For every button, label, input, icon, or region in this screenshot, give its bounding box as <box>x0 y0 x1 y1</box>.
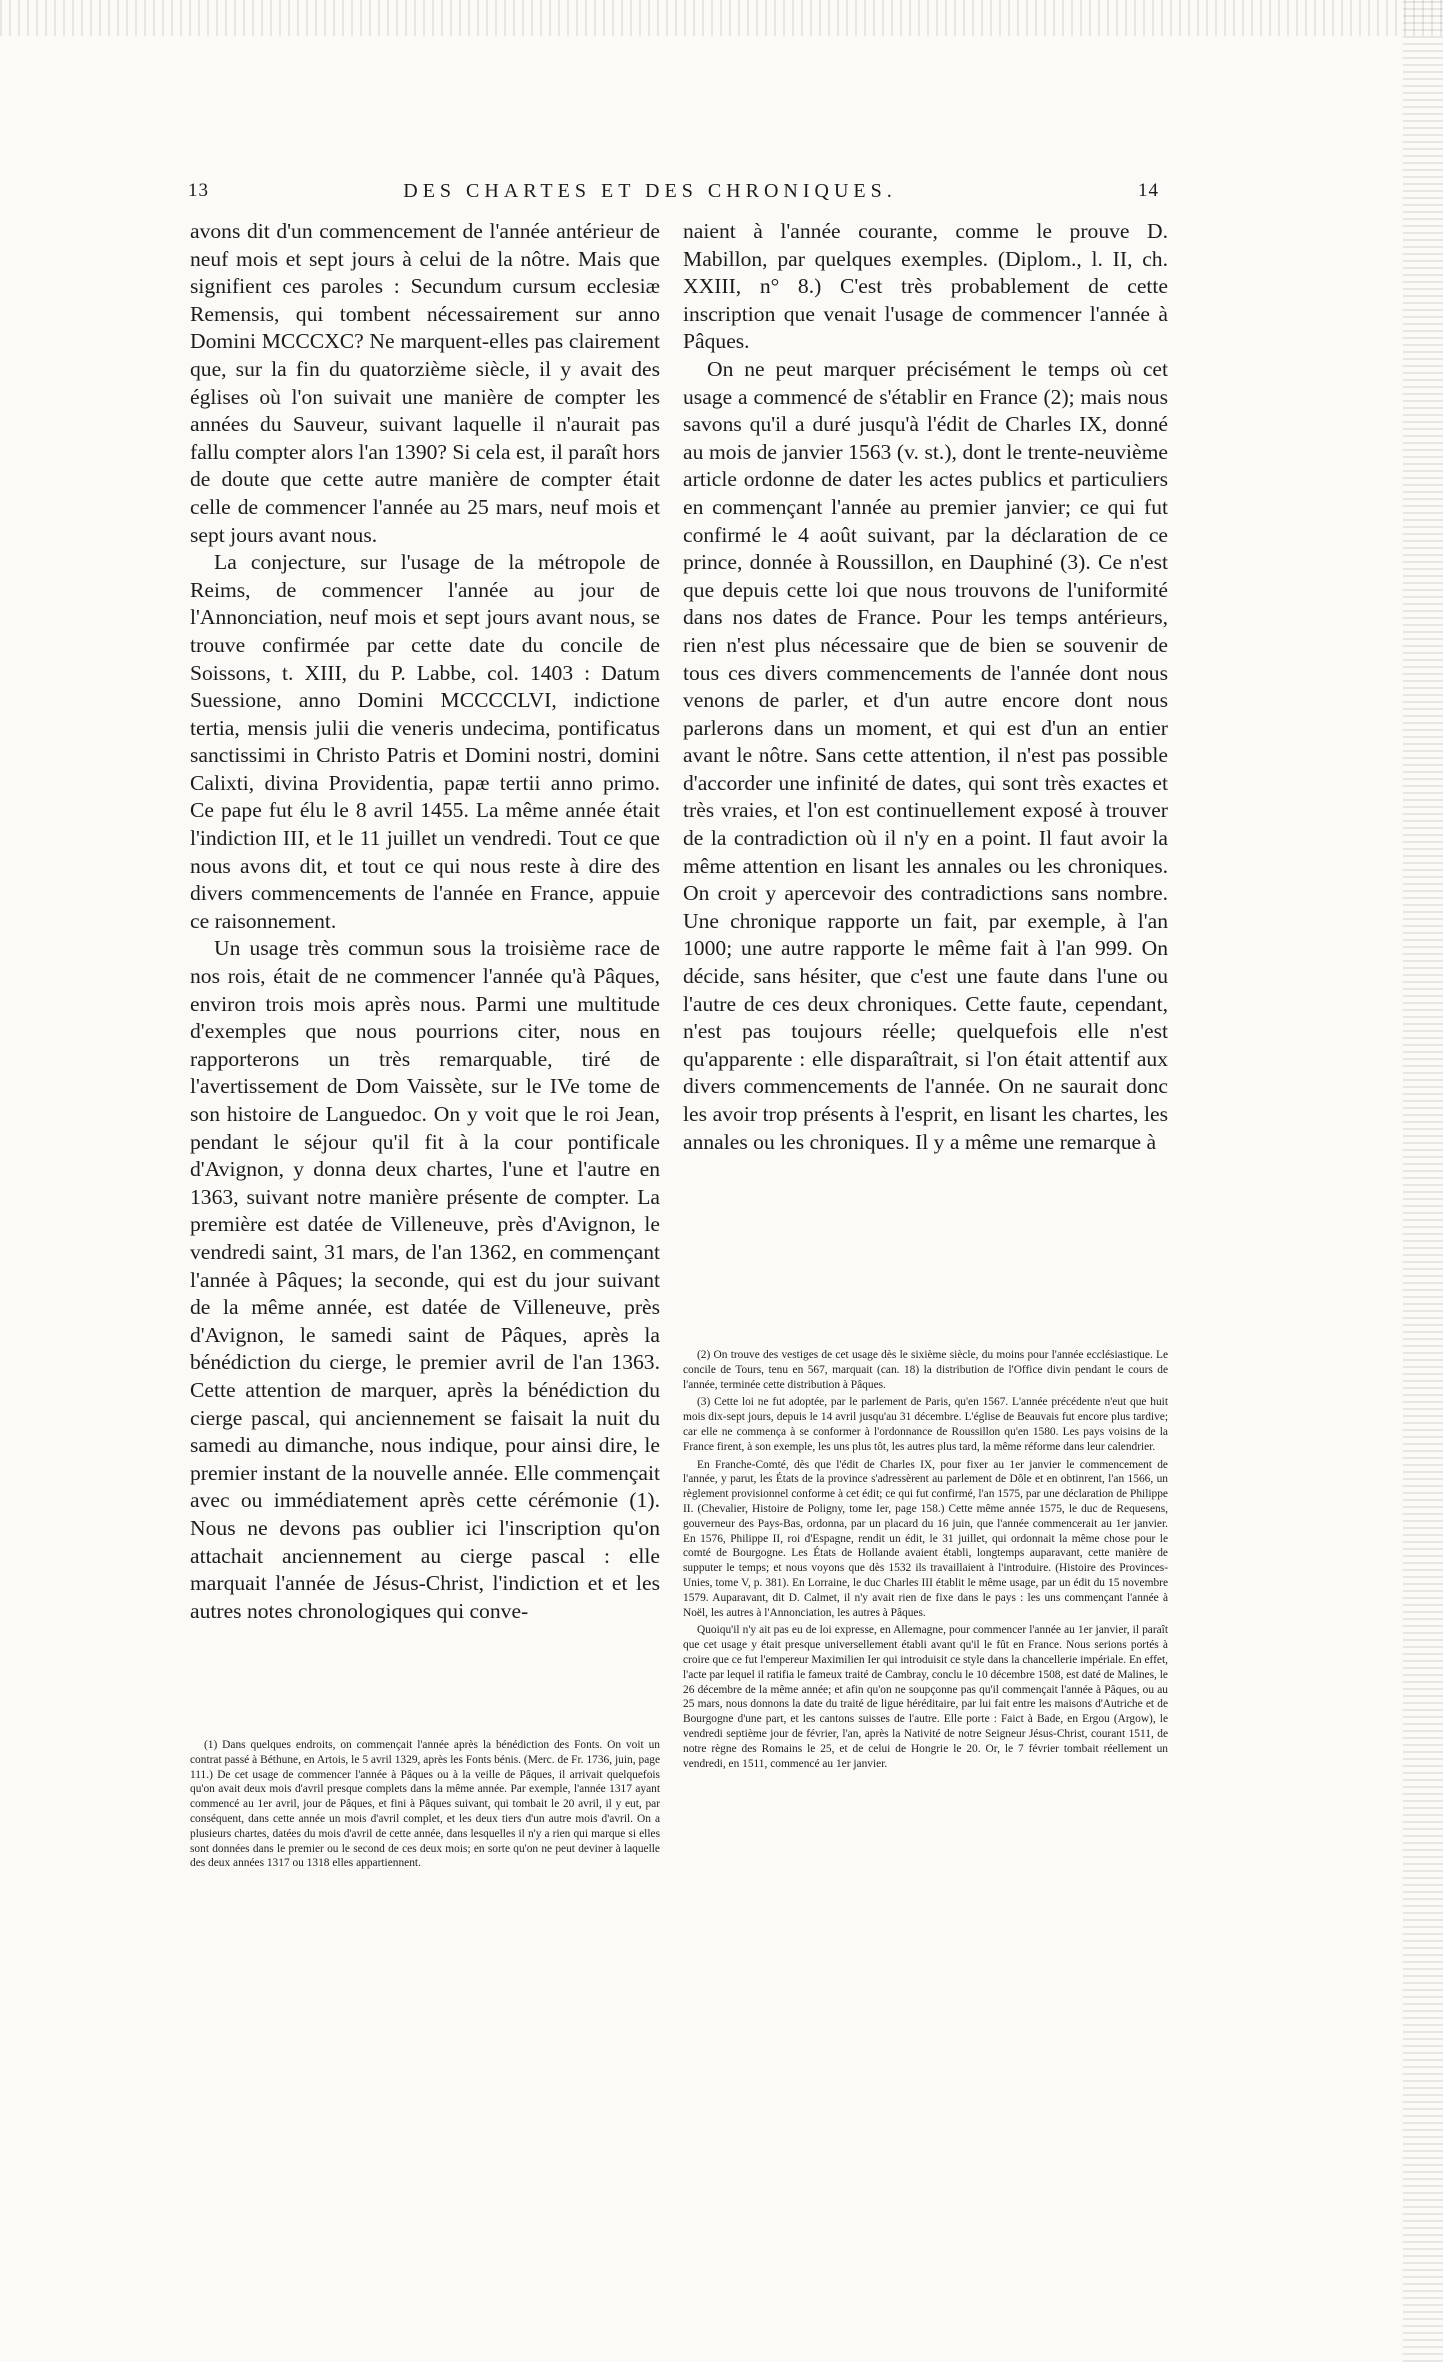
footnote: (2) On trouve des vestiges de cet usage dès le sixième siècle, du moins pour l'année ecclésiastique. Le concile de Tours, tenu en 567, marquait (can. 18) la distribution de l'Office divin pendant le cours de l'année, terminée cette distribution à Pâques. <box>683 1349 1168 1391</box>
right-column <box>683 218 1168 1156</box>
footnotes-left <box>190 1738 660 1874</box>
paragraph: La conjecture, sur l'usage de la métropole de Reims, de commencer l'année au jour de l'Annonciation, neuf mois et sept jours avant nous, se trouve confirmée par cette date du concile de Soissons, t. XIII, du P. Labbe, col. 1403 : Datum Suessione, anno Domini MCCCCLVI, indictione tertia, mensis julii die veneris undecima, pontificatus sanctissimi in Christo Patris et Domini nostri, domini Calixti, divina Providentia, papæ tertii anno primo. Ce pape fut élu le 8 avril 1455. La même année était l'indiction III, et le 11 juillet un vendredi. Tout ce que nous avons dit, et tout ce qui nous reste à dire des divers commencements de l'année en France, appuie ce raisonnement. <box>190 550 660 933</box>
footnote: (3) Cette loi ne fut adoptée, par le parlement de Paris, qu'en 1567. L'année précédente n'eut que huit mois dix-sept jours, depuis le 14 avril jusqu'au 31 décembre. L'église de Beauvais fut encore plus tardive; car elle ne commença à se conformer à l'ordonnance de Roussillon qu'en 1580. Les pays voisins de la France firent, à son exemple, les uns plus tôt, les autres plus tard, la même réforme dans leur calendrier. <box>683 1396 1168 1453</box>
footnote: (1) Dans quelques endroits, on commençait l'année après la bénédiction des Fonts. On voit un contrat passé à Béthune, en Artois, le 5 avril 1329, après les Fonts bénis. (Merc. de Fr. 1736, juin, page 111.) De cet usage de commencer l'année à Pâques ou à la veille de Pâques, il arrivait quelquefois qu'on avait deux mois d'avril presque complets dans la même année. Par exemple, l'année 1317 ayant commencé au 1er avril, jour de Pâques, et fini à Pâques suivant, qui tombait le 20 avril, il y eut, par conséquent, dans cette année un mois d'avril complet, et les deux tiers d'un autre mois d'avril. On a plusieurs chartes, datées du mois d'avril de cette année, dans lesquelles il n'y a rien qui marque si elles sont données dans le premier ou le second de ces deux mois; en sorte qu'on ne peut deviner à laquelle des deux années 1317 ou 1318 elles appartiennent. <box>190 1739 660 1870</box>
paragraph: Un usage très commun sous la troisième race de nos rois, était de ne commencer l'année qu'à Pâques, environ trois mois après nous. Parmi une multitude d'exemples que nous pourrions citer, nous en rapporterons un très remarquable, tiré de l'avertissement de Dom Vaissète, sur le IVe tome de son histoire de Languedoc. On y voit que le roi Jean, pendant le séjour qu'il fit à la cour pontificale d'Avignon, y donna deux chartes, l'une et l'autre en 1363, suivant notre manière présente de compter. La première est datée de Villeneuve, près d'Avignon, le vendredi saint, 31 mars, de l'an 1362, en commençant l'année à Pâques; la seconde, qui est du jour suivant de la même année, est datée de Villeneuve, près d'Avignon, le samedi saint de Pâques, après la bénédiction du cierge, le premier avril de l'an 1363. Cette attention de marquer, après la bénédiction du cierge pascal, qui anciennement se faisait la nuit du samedi au dimanche, nous indique, pour ainsi dire, le premier instant de la nouvelle année. Elle commençait avec ou immédiatement après cette cérémonie (1). Nous ne devons pas oublier ici l'inscription qu'on attachait anciennement au cierge pascal : elle marquait l'année de Jésus-Christ, l'indiction et et les autres notes chronologiques qui conve- <box>190 936 660 1623</box>
paragraph: On ne peut marquer précisément le temps où cet usage a commencé de s'établir en France (2); mais nous savons qu'il a duré jusqu'à l'édit de Charles IX, donné au mois de janvier 1563 (v. st.), dont le trente-neuvième article ordonne de dater les actes publics et particuliers en commençant l'année au premier janvier; ce qui fut confirmé le 4 août suivant, par la déclaration de ce prince, donnée à Roussillon, en Dauphiné (3). Ce n'est que depuis cette loi que nous trouvons de l'uniformité dans nos dates de France. Pour les temps antérieurs, rien n'est plus nécessaire que de bien se souvenir de tous ces divers commencements de l'année dont nous venons de parler, et d'un autre encore dont nous parlerons dans un moment, et qui est d'un an entier avant le nôtre. Sans cette attention, il n'est pas possible d'accorder une infinité de dates, qui sont très exactes et très vraies, et l'on est continuellement exposé à trouver de la contradiction où il n'y en a point. Il faut avoir la même attention en lisant les annales ou les chroniques. On croit y apercevoir des contradictions sans nombre. Une chronique rapporte un fait, par exemple, à l'an 1000; une autre rapporte le même fait à l'an 999. On décide, sans hésiter, que c'est une faute dans l'une ou l'autre de ces deux chroniques. Cette faute, cependant, n'est pas toujours réelle; quelquefois elle n'est qu'apparente : elle disparaîtrait, si l'on était attentif aux divers commencements de l'année. On ne saurait donc les avoir trop présents à l'esprit, en lisant les chartes, les annales ou les chroniques. Il y a même une remarque à <box>683 356 1168 1154</box>
footnote: En Franche-Comté, dès que l'édit de Charles IX, pour fixer au 1er janvier le commencement de l'année, y parut, les États de la province s'adressèrent au parlement de Dôle et en obtinrent, l'an 1566, un règlement provisionnel conforme à cet édit; ce qui fut confirmé, l'an 1575, par une déclaration de Philippe II. (Chevalier, Histoire de Poligny, tome Ier, page 158.) Cette même année 1575, le duc de Requesens, gouverneur des Pays-Bas, ordonna, par un placard du 16 juin, que l'année commencerait au 1er janvier. En 1576, Philippe II, roi d'Espagne, rendit un édit, le 31 juillet, qui ordonnait la même chose pour le comté de Bourgogne. Les États de Hollande avaient établi, longtemps auparavant, cette manière de supputer le temps; et nous voyons que dès 1532 ils travaillaient à l'introduire. (Histoire des Provinces-Unies, tome V, p. 381). En Lorraine, le duc Charles III établit le même usage, par un édit du 15 novembre 1579. Auparavant, dit D. Calmet, il n'y avait rien de fixe dans le pays : les uns commençant l'année à Noël, les autres à l'Annonciation, les autres à Pâques. <box>683 1458 1168 1619</box>
footnotes-right <box>683 1348 1168 1774</box>
page-number-right: 14 <box>1138 180 1159 201</box>
footnote: Quoiqu'il n'y ait pas eu de loi expresse, en Allemagne, pour commencer l'année au 1er janvier, il paraît que cet usage y était presque universellement établi avant qu'il le fût en France. Nous serions portés à croire que ce fut l'empereur Maximilien Ier qui introduisit ce style dans la chancellerie impériale. En effet, l'acte par lequel il ratifia le fameux traité de Cambray, conclu le 10 décembre 1508, est daté de Malines, le 26 décembre de la même année; et afin qu'on ne soupçonne pas qu'il commençait l'année à Pâques, ou au 25 mars, nous donnons la date du traité de ligue héréditaire, par lui fait entre les maisons d'Autriche et de Bourgogne d'une part, et les cantons suisses de l'autre. Elle porte : Faict à Bade, en Ergou (Argow), le vendredi septième jour de février, l'an, après la Nativité de notre Seigneur Jésus-Christ, courant 1511, de notre règne des Romains le 25, et de celui de Hongrie le 20. Or, le 7 février tombait réellement un vendredi, en 1511, commencé au 1er janvier. <box>683 1624 1168 1770</box>
left-column <box>190 218 660 1625</box>
scan-edge-right <box>1403 0 1443 2362</box>
paragraph: naient à l'année courante, comme le prouve D. Mabillon, par quelques exemples. (Diplom., l. II, ch. XXIII, n° 8.) C'est très probablement de cette inscription que venait l'usage de commencer l'année à Pâques. <box>683 219 1168 354</box>
running-title: DES CHARTES ET DES CHRONIQUES. <box>403 180 897 202</box>
scan-edge-top <box>0 0 1443 36</box>
paragraph: avons dit d'un commencement de l'année antérieur de neuf mois et sept jours à celui de la nôtre. Mais que signifient ces paroles : Secundum cursum ecclesiæ Remensis, qui tombent nécessairement sur anno Domini MCCCXC? Ne marquent-elles pas clairement que, sur la fin du quatorzième siècle, il y avait des églises où l'on suivait une manière de compter les années du Sauveur, suivant laquelle il n'aurait pas fallu compter alors l'an 1390? Si cela est, il paraît hors de doute que cette autre manière de compter était celle de commencer l'année au 25 mars, neuf mois et sept jours avant nous. <box>190 219 660 547</box>
page-number-left: 13 <box>188 180 209 201</box>
running-header <box>0 180 1443 220</box>
